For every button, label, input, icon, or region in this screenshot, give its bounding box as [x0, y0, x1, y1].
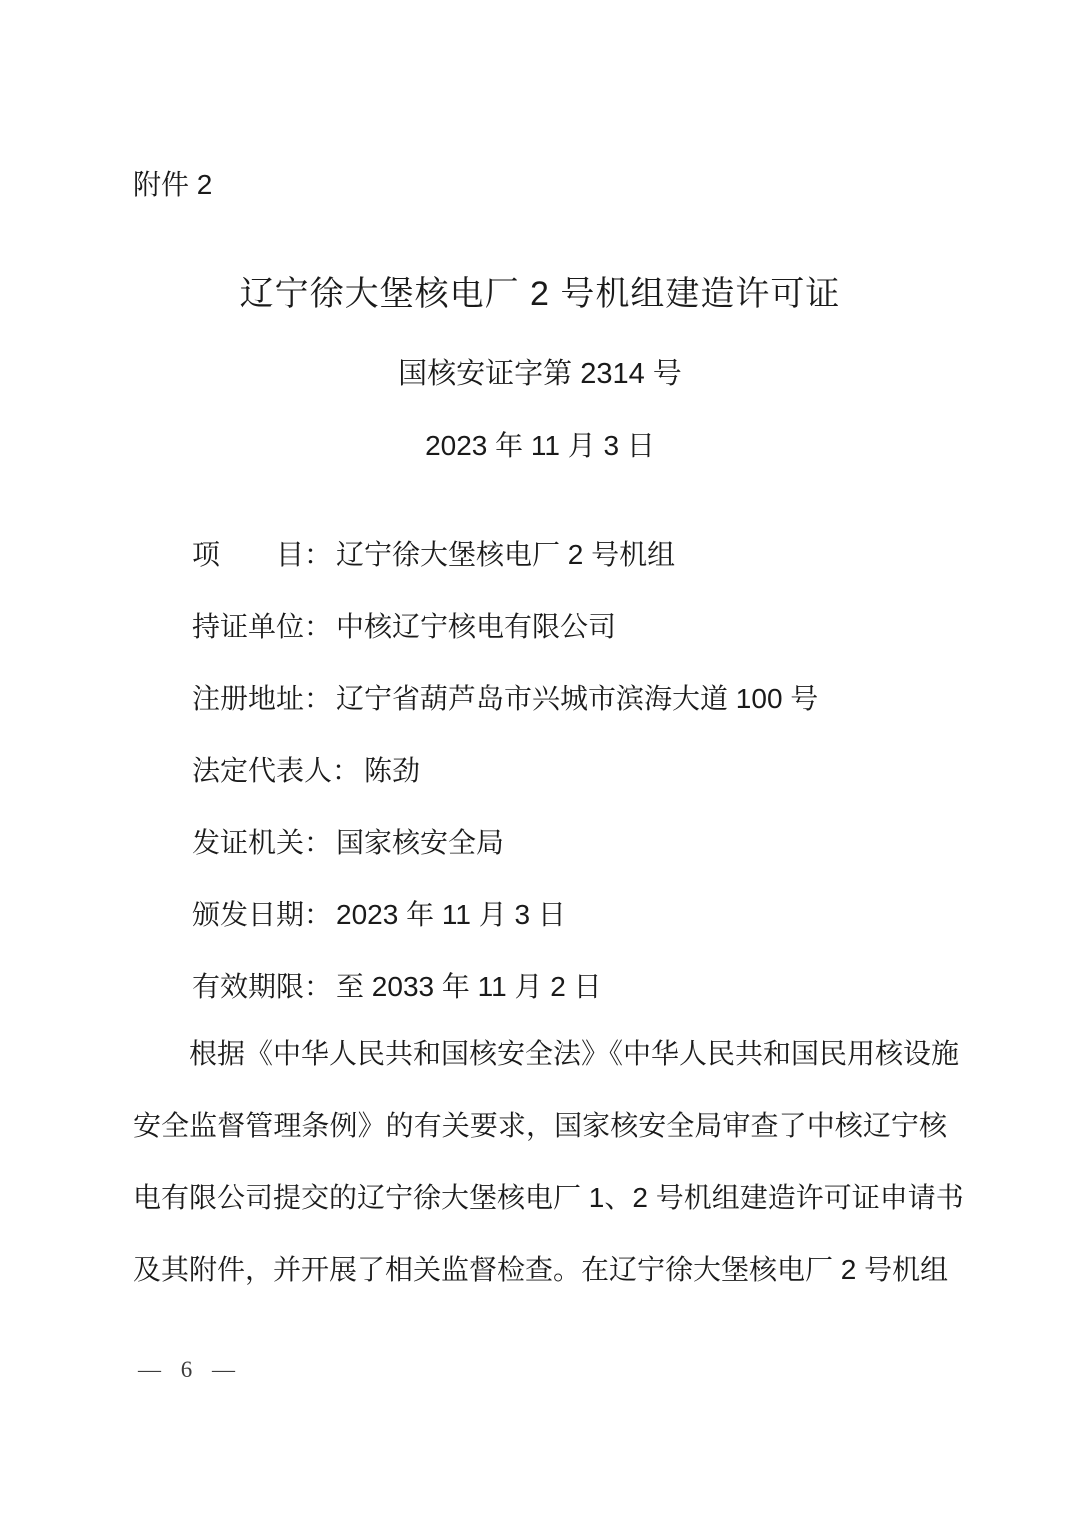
paragraph-line: 安全监督管理条例》的有关要求，国家核安全局审查了中核辽宁核 — [133, 1110, 947, 1141]
field-row-licensee — [192, 609, 960, 681]
attachment-label: 附件 2 — [133, 169, 213, 200]
field-row-issuing-authority — [192, 825, 960, 897]
title-issue-date: 2023 年 11 月 3 日 — [425, 430, 655, 461]
field-row-project — [192, 537, 960, 609]
license-number: 国核安证字第 2314 号 — [398, 358, 682, 390]
field-value-validity-period: 至 2033 年 11 月 2 日 — [336, 971, 602, 1002]
field-colon: ： — [304, 683, 333, 714]
field-colon: ： — [304, 827, 333, 858]
license-fields — [192, 537, 960, 1041]
field-row-issue-date — [192, 897, 960, 969]
body-paragraph — [133, 1036, 964, 1324]
paragraph-line: 及其附件，并开展了相关监督检查。在辽宁徐大堡核电厂 2 号机组 — [133, 1254, 949, 1285]
field-label-issue-date: 颁发日期 — [192, 899, 305, 930]
field-value-legal-representative: 陈劲 — [364, 755, 421, 786]
field-colon: ： — [332, 755, 361, 786]
field-colon: ： — [304, 611, 333, 642]
field-colon: ： — [304, 971, 333, 1002]
field-label-issuing-authority: 发证机关 — [192, 827, 305, 858]
field-label-validity-period: 有效期限 — [192, 971, 305, 1002]
field-value-project: 辽宁徐大堡核电厂 2 号机组 — [336, 539, 676, 570]
field-label-registered-address: 注册地址 — [192, 683, 305, 714]
field-value-issue-date: 2023 年 11 月 3 日 — [336, 899, 566, 930]
field-label-project: 项目 — [192, 539, 304, 570]
page-number: — 6 — — [138, 1357, 242, 1382]
field-colon: ： — [304, 899, 333, 930]
paragraph-line: 根据《中华人民共和国核安全法》《中华人民共和国民用核设施 — [189, 1038, 960, 1069]
field-value-licensee: 中核辽宁核电有限公司 — [336, 611, 617, 642]
field-value-issuing-authority: 国家核安全局 — [336, 827, 505, 858]
field-row-validity-period — [192, 969, 960, 1041]
field-row-legal-representative — [192, 753, 960, 825]
paragraph-line: 电有限公司提交的辽宁徐大堡核电厂 1、2 号机组建造许可证申请书 — [133, 1182, 964, 1213]
document-title: 辽宁徐大堡核电厂 2 号机组建造许可证 — [239, 275, 841, 313]
field-label-licensee: 持证单位 — [192, 611, 305, 642]
field-value-registered-address: 辽宁省葫芦岛市兴城市滨海大道 100 号 — [336, 683, 819, 714]
field-row-registered-address — [192, 681, 960, 753]
field-label-legal-representative: 法定代表人 — [192, 755, 333, 786]
field-colon: ： — [304, 539, 333, 570]
